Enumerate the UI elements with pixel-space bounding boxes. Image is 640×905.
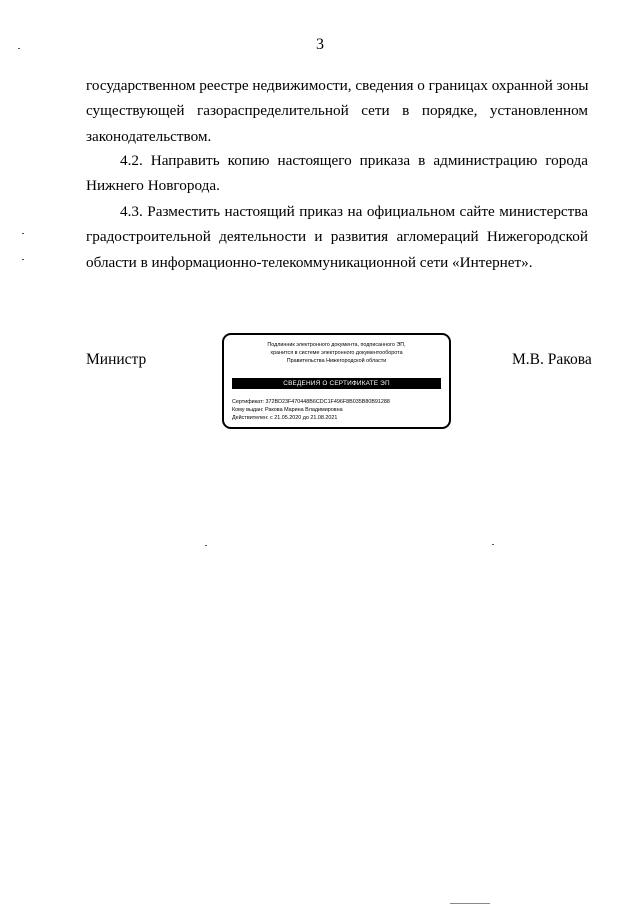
issued-to-value: Ракова Марина Владимировна [264, 407, 343, 413]
stamp-header-line: Подлинник электронного документа, подписанного ЭП, [267, 342, 406, 348]
scan-speck [492, 544, 494, 545]
scan-edge-mark [450, 903, 490, 904]
issued-to-label: Кому выдан: [232, 407, 264, 413]
paragraph-register [86, 73, 588, 149]
signatory-name: М.В. Ракова [512, 351, 592, 368]
validity-label: Действителен: [232, 415, 269, 421]
text-line: области в информационно-телекоммуникационной сети «Интернет». [86, 253, 533, 271]
stamp-title: СВЕДЕНИЯ О СЕРТИФИКАТЕ ЭП [232, 378, 441, 389]
scan-speck [22, 233, 24, 234]
signatory-position: Министр [86, 351, 147, 368]
validity-row [232, 414, 443, 422]
certificate-row [232, 398, 443, 406]
certificate-label: Сертификат: [232, 399, 265, 405]
text-line: законодательством. [86, 127, 212, 145]
stamp-header-line: Правительства Нижегородской области [286, 358, 387, 364]
stamp-header [230, 341, 443, 365]
text-line: 4.2. Направить копию настоящего приказа в администрацию города [120, 152, 588, 169]
text-line: существующей газораспределительной сети в порядке, установленном [86, 102, 588, 120]
issued-to-row [232, 406, 443, 414]
stamp-details [232, 398, 443, 422]
paragraph-4-3 [86, 199, 588, 275]
scan-speck [22, 259, 24, 260]
scan-speck [18, 48, 20, 49]
text-line: 4.3. Разместить настоящий приказ на официальном сайте министерства [120, 203, 588, 220]
page-number: 3 [316, 36, 324, 53]
text-line: государственном реестре недвижимости, сведения о границах охранной зоны [86, 77, 589, 94]
validity-value: с 21.05.2020 до 21.08.2021 [270, 415, 338, 421]
paragraph-4-2 [86, 148, 588, 199]
certificate-value: 372BD23F470448B6CDC1F496F8B035B80B91288 [265, 399, 390, 405]
text-line: Нижнего Новгорода. [86, 177, 220, 195]
text-line: градостроительной деятельности и развития агломераций Нижегородской [86, 228, 588, 246]
scan-speck [205, 545, 207, 546]
e-signature-stamp [222, 333, 451, 429]
stamp-header-line: хранится в системе электронного документооборота [270, 350, 403, 356]
